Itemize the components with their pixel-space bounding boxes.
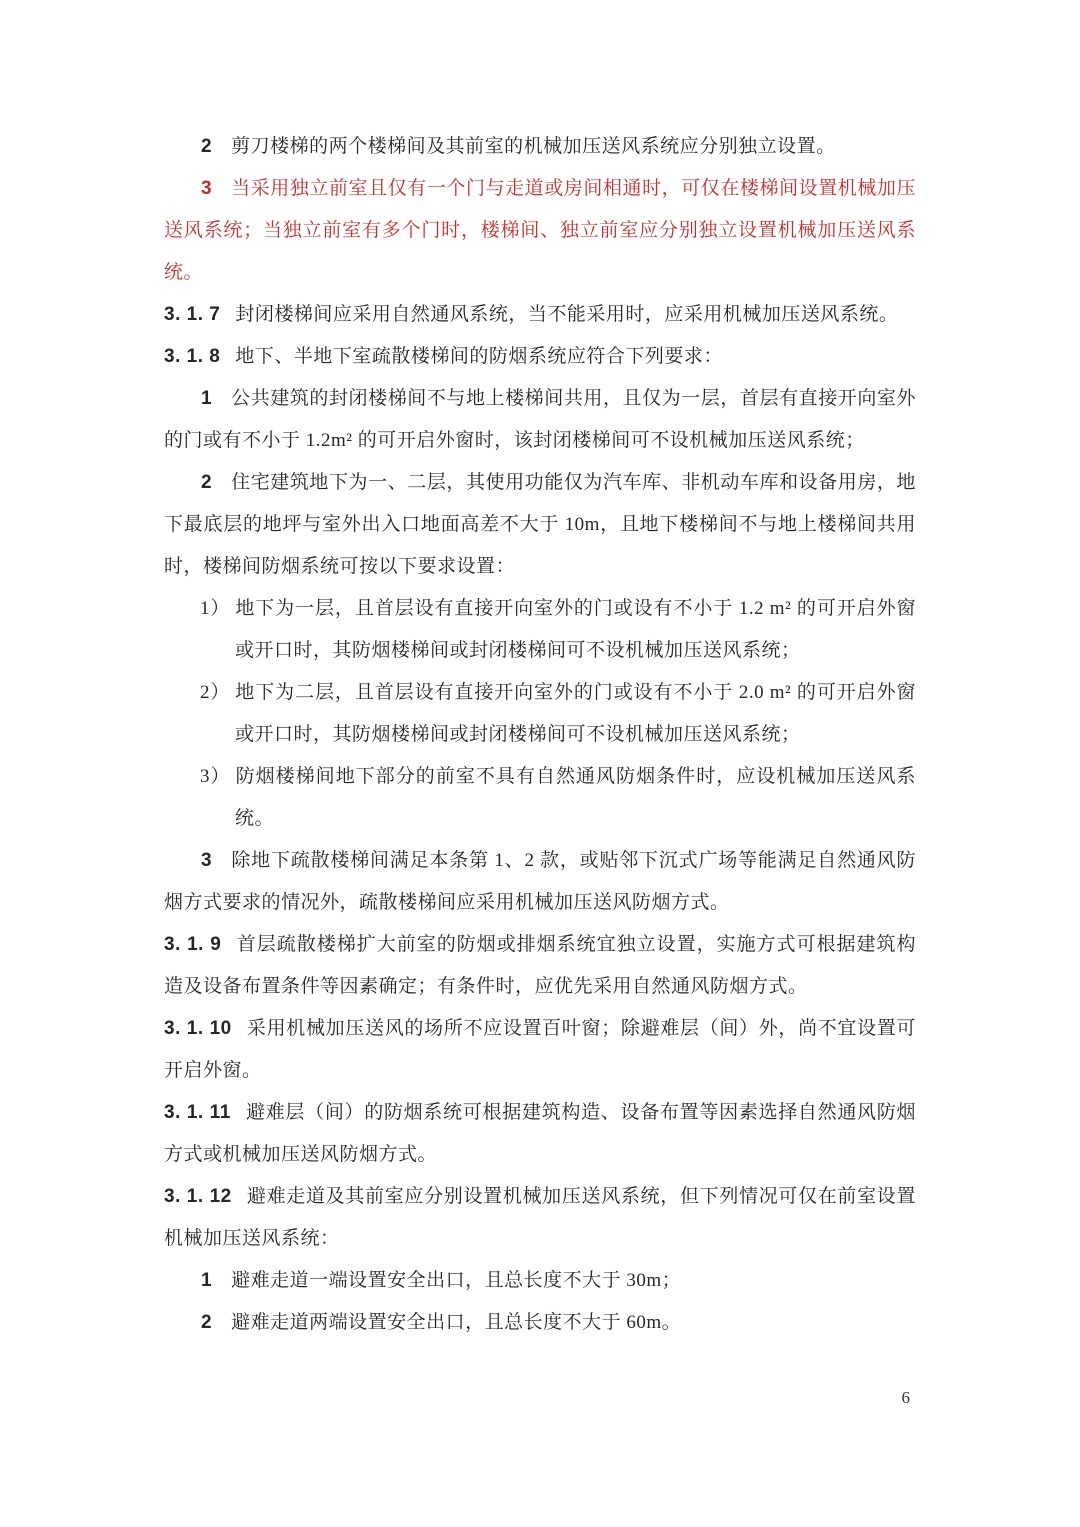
clause-3-1-8-item-2-subitem-3 [164, 756, 916, 840]
item-number: 3 [201, 178, 213, 199]
clause-3-1-8 [164, 336, 916, 378]
clause-3-1-12-item-1 [164, 1260, 916, 1302]
item-number: 2 [201, 136, 213, 157]
document-content [164, 126, 916, 1344]
clause-3-1-8-item-1 [164, 378, 916, 462]
clause-number: 3. 1. 11 [164, 1102, 231, 1123]
clause-text: 封闭楼梯间应采用自然通风系统，当不能采用时，应采用机械加压送风系统。 [235, 304, 899, 325]
clause-3-1-10 [164, 1008, 916, 1092]
item-text: 当采用独立前室且仅有一个门与走道或房间相通时，可仅在楼梯间设置机械加压送风系统；当独立前室有多个门时，楼梯间、独立前室应分别独立设置机械加压送风系统。 [164, 178, 916, 283]
page-number: 6 [901, 1388, 910, 1407]
item-number: 1 [201, 1270, 213, 1291]
item-number: 1 [201, 388, 213, 409]
subitem-text: 地下为一层，且首层设有直接开向室外的门或设有不小于 1.2 m² 的可开启外窗或开口时，其防烟楼梯间或封闭楼梯间可不设机械加压送风系统； [235, 598, 916, 661]
item-text: 除地下疏散楼梯间满足本条第 1、2 款，或贴邻下沉式广场等能满足自然通风防烟方式要求的情况外，疏散楼梯间应采用机械加压送风防烟方式。 [164, 850, 916, 913]
clause-number: 3. 1. 7 [164, 304, 221, 325]
clause-3-1-12-item-2 [164, 1302, 916, 1344]
subitem-number: 3） [200, 766, 231, 787]
clause-3-1-11 [164, 1092, 916, 1176]
clause-text: 避难走道及其前室应分别设置机械加压送风系统，但下列情况可仅在前室设置机械加压送风系统： [164, 1186, 916, 1249]
item-text: 剪刀楼梯的两个楼梯间及其前室的机械加压送风系统应分别独立设置。 [231, 136, 836, 157]
clause-number: 3. 1. 8 [164, 346, 221, 367]
item-text: 公共建筑的封闭楼梯间不与地上楼梯间共用，且仅为一层，首层有直接开向室外的门或有不小于 1.2m² 的可开启外窗时，该封闭楼梯间可不设机械加压送风系统； [164, 388, 916, 451]
clause-3-1-8-item-2-subitem-2 [164, 672, 916, 756]
subitem-text: 防烟楼梯间地下部分的前室不具有自然通风防烟条件时，应设机械加压送风系统。 [235, 766, 916, 829]
item-text: 避难走道一端设置安全出口，且总长度不大于 30m； [231, 1270, 682, 1291]
item-number: 2 [201, 1312, 213, 1333]
clause-number: 3. 1. 12 [164, 1186, 232, 1207]
clause-3-1-8-item-2 [164, 462, 916, 588]
clause-text: 避难层（间）的防烟系统可根据建筑构造、设备布置等因素选择自然通风防烟方式或机械加压送风防烟方式。 [164, 1102, 916, 1165]
clause-number: 3. 1. 9 [164, 934, 222, 955]
clause-3-1-12 [164, 1176, 916, 1260]
clause-3-1-8-item-2-subitem-1 [164, 588, 916, 672]
item-number: 2 [201, 472, 213, 493]
clause-text: 采用机械加压送风的场所不应设置百叶窗；除避难层（间）外，尚不宜设置可开启外窗。 [164, 1018, 916, 1081]
subitem-text: 地下为二层，且首层设有直接开向室外的门或设有不小于 2.0 m² 的可开启外窗或开口时，其防烟楼梯间或封闭楼梯间可不设机械加压送风系统； [235, 682, 916, 745]
clause-3-1-8-item-3 [164, 840, 916, 924]
item-number: 3 [201, 850, 213, 871]
clause-3-1-6-item-2 [164, 126, 916, 168]
item-text: 避难走道两端设置安全出口，且总长度不大于 60m。 [231, 1312, 682, 1333]
item-text: 住宅建筑地下为一、二层，其使用功能仅为汽车库、非机动车库和设备用房，地下最底层的地坪与室外出入口地面高差不大于 10m，且地下楼梯间不与地上楼梯间共用时，楼梯间防烟系统可按以下要求设置： [164, 472, 916, 577]
clause-text: 地下、半地下室疏散楼梯间的防烟系统应符合下列要求： [235, 346, 723, 367]
clause-number: 3. 1. 10 [164, 1018, 232, 1039]
clause-3-1-9 [164, 924, 916, 1008]
subitem-number: 2） [200, 682, 231, 703]
subitem-number: 1） [200, 598, 231, 619]
clause-text: 首层疏散楼梯扩大前室的防烟或排烟系统宜独立设置，实施方式可根据建筑构造及设备布置条件等因素确定；有条件时，应优先采用自然通风防烟方式。 [164, 934, 916, 997]
clause-3-1-6-item-3-highlighted [164, 168, 916, 294]
clause-3-1-7 [164, 294, 916, 336]
